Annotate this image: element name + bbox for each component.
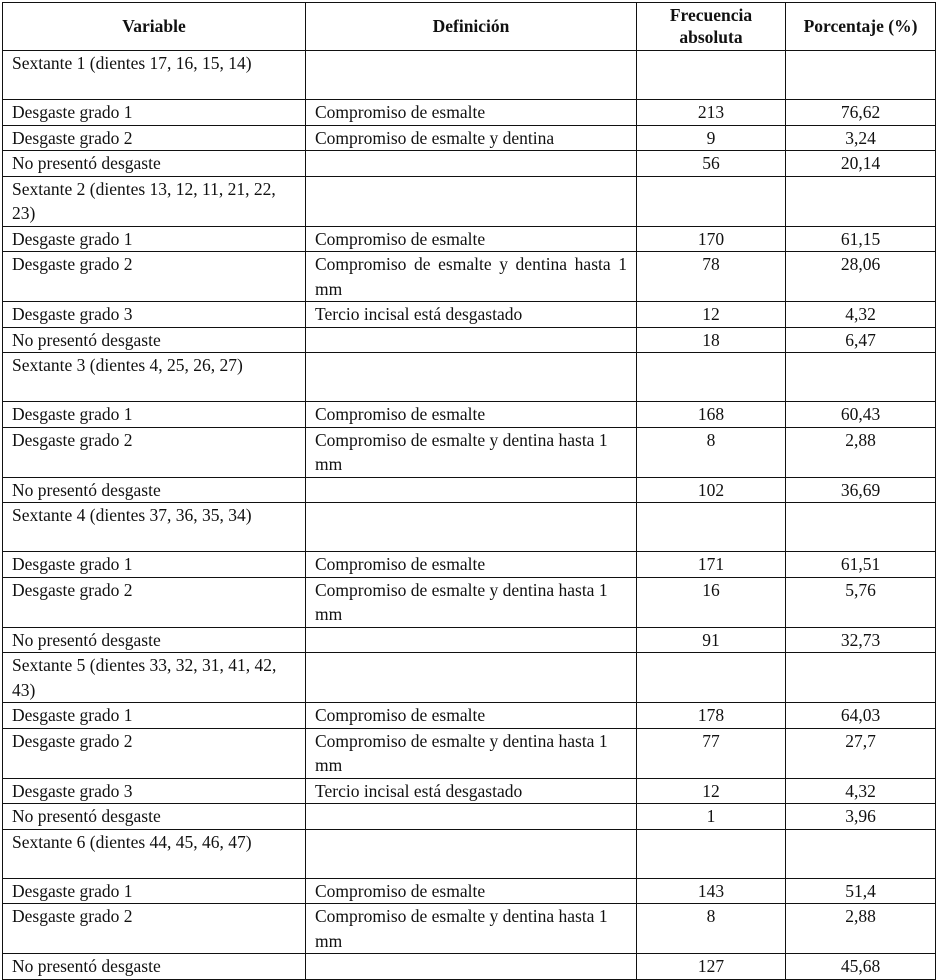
cell-porcentaje: 4,32 xyxy=(786,778,936,804)
cell-frecuencia: 18 xyxy=(637,327,786,353)
cell-porcentaje: 3,24 xyxy=(786,125,936,151)
cell-porcentaje: 27,7 xyxy=(786,728,936,778)
cell-frecuencia: 12 xyxy=(637,302,786,328)
sextant-label: Sextante 5 (dientes 33, 32, 31, 41, 42, 43) xyxy=(3,653,306,703)
cell-definicion xyxy=(306,327,637,353)
header-row xyxy=(3,3,936,51)
cell-definicion: Compromiso de esmalte xyxy=(306,552,637,578)
cell-variable: Desgaste grado 1 xyxy=(3,100,306,126)
cell-definicion: Compromiso de esmalte y dentina hasta 1 mm xyxy=(306,904,637,954)
cell-frecuencia: 56 xyxy=(637,151,786,177)
sextant-row xyxy=(3,51,936,100)
cell-frecuencia: 171 xyxy=(637,552,786,578)
cell-porcentaje: 61,51 xyxy=(786,552,936,578)
cell-definicion: Compromiso de esmalte xyxy=(306,703,637,729)
wear-by-sextant-table xyxy=(2,2,936,980)
table-row xyxy=(3,878,936,904)
sextant-label: Sextante 3 (dientes 4, 25, 26, 27) xyxy=(3,353,306,402)
cell-porcentaje: 2,88 xyxy=(786,427,936,477)
table-row xyxy=(3,627,936,653)
table-row xyxy=(3,302,936,328)
cell-porcentaje: 64,03 xyxy=(786,703,936,729)
cell-variable: No presentó desgaste xyxy=(3,627,306,653)
cell-variable: No presentó desgaste xyxy=(3,804,306,830)
cell-definicion xyxy=(306,954,637,980)
cell-variable: Desgaste grado 2 xyxy=(3,252,306,302)
cell-definicion: Compromiso de esmalte y dentina xyxy=(306,125,637,151)
table-row xyxy=(3,327,936,353)
cell-frecuencia: 170 xyxy=(637,226,786,252)
cell-definicion: Compromiso de esmalte xyxy=(306,226,637,252)
cell-variable: Desgaste grado 1 xyxy=(3,703,306,729)
cell-porcentaje: 4,32 xyxy=(786,302,936,328)
table-row xyxy=(3,904,936,954)
cell-porcentaje: 2,88 xyxy=(786,904,936,954)
header-frecuencia: Frecuencia absoluta xyxy=(637,3,786,51)
cell-variable: Desgaste grado 1 xyxy=(3,878,306,904)
table-row xyxy=(3,427,936,477)
header-variable: Variable xyxy=(3,3,306,51)
cell-frecuencia: 8 xyxy=(637,904,786,954)
cell-variable: No presentó desgaste xyxy=(3,954,306,980)
cell-porcentaje: 36,69 xyxy=(786,477,936,503)
sextant-row xyxy=(3,653,936,703)
cell-frecuencia: 8 xyxy=(637,427,786,477)
table-row xyxy=(3,778,936,804)
cell-frecuencia: 77 xyxy=(637,728,786,778)
cell-frecuencia: 78 xyxy=(637,252,786,302)
table-row xyxy=(3,125,936,151)
table-row xyxy=(3,151,936,177)
cell-porcentaje: 60,43 xyxy=(786,402,936,428)
cell-frecuencia: 127 xyxy=(637,954,786,980)
cell-definicion: Compromiso de esmalte xyxy=(306,402,637,428)
table-row xyxy=(3,402,936,428)
sextant-row xyxy=(3,829,936,878)
cell-frecuencia: 178 xyxy=(637,703,786,729)
cell-porcentaje: 76,62 xyxy=(786,100,936,126)
cell-definicion xyxy=(306,804,637,830)
cell-variable: Desgaste grado 3 xyxy=(3,302,306,328)
cell-definicion: Tercio incisal está desgastado xyxy=(306,778,637,804)
cell-variable: No presentó desgaste xyxy=(3,151,306,177)
cell-frecuencia: 16 xyxy=(637,577,786,627)
cell-variable: Desgaste grado 2 xyxy=(3,577,306,627)
cell-frecuencia: 102 xyxy=(637,477,786,503)
sextant-label: Sextante 2 (dientes 13, 12, 11, 21, 22, 23) xyxy=(3,176,306,226)
cell-porcentaje: 45,68 xyxy=(786,954,936,980)
cell-definicion: Compromiso de esmalte y dentina hasta 1 mm xyxy=(306,728,637,778)
cell-porcentaje: 3,96 xyxy=(786,804,936,830)
sextant-label: Sextante 6 (dientes 44, 45, 46, 47) xyxy=(3,829,306,878)
cell-porcentaje: 5,76 xyxy=(786,577,936,627)
cell-frecuencia: 168 xyxy=(637,402,786,428)
cell-porcentaje: 20,14 xyxy=(786,151,936,177)
table-row xyxy=(3,100,936,126)
cell-porcentaje: 28,06 xyxy=(786,252,936,302)
cell-variable: Desgaste grado 1 xyxy=(3,552,306,578)
cell-definicion xyxy=(306,151,637,177)
cell-variable: Desgaste grado 2 xyxy=(3,427,306,477)
cell-variable: Desgaste grado 2 xyxy=(3,904,306,954)
header-porcentaje: Porcentaje (%) xyxy=(786,3,936,51)
table-row xyxy=(3,577,936,627)
cell-definicion xyxy=(306,477,637,503)
cell-definicion: Compromiso de esmalte y dentina hasta 1 mm xyxy=(306,252,637,302)
table-row xyxy=(3,954,936,980)
cell-variable: Desgaste grado 3 xyxy=(3,778,306,804)
sextant-label: Sextante 4 (dientes 37, 36, 35, 34) xyxy=(3,503,306,552)
cell-porcentaje: 32,73 xyxy=(786,627,936,653)
cell-frecuencia: 143 xyxy=(637,878,786,904)
sextant-row xyxy=(3,176,936,226)
sextant-label: Sextante 1 (dientes 17, 16, 15, 14) xyxy=(3,51,306,100)
table-row xyxy=(3,804,936,830)
table-row xyxy=(3,552,936,578)
cell-porcentaje: 51,4 xyxy=(786,878,936,904)
table-row xyxy=(3,226,936,252)
table-row xyxy=(3,477,936,503)
cell-frecuencia: 12 xyxy=(637,778,786,804)
cell-frecuencia: 1 xyxy=(637,804,786,830)
table-row xyxy=(3,703,936,729)
cell-definicion xyxy=(306,627,637,653)
cell-definicion: Compromiso de esmalte xyxy=(306,100,637,126)
table-row xyxy=(3,252,936,302)
cell-variable: Desgaste grado 2 xyxy=(3,125,306,151)
cell-definicion: Compromiso de esmalte y dentina hasta 1 mm xyxy=(306,577,637,627)
cell-variable: Desgaste grado 1 xyxy=(3,402,306,428)
sextant-row xyxy=(3,503,936,552)
cell-definicion: Compromiso de esmalte xyxy=(306,878,637,904)
cell-frecuencia: 91 xyxy=(637,627,786,653)
cell-frecuencia: 213 xyxy=(637,100,786,126)
cell-variable: No presentó desgaste xyxy=(3,477,306,503)
header-definicion: Definición xyxy=(306,3,637,51)
cell-definicion: Tercio incisal está desgastado xyxy=(306,302,637,328)
sextant-row xyxy=(3,353,936,402)
cell-frecuencia: 9 xyxy=(637,125,786,151)
cell-definicion: Compromiso de esmalte y dentina hasta 1 mm xyxy=(306,427,637,477)
table-row xyxy=(3,728,936,778)
cell-porcentaje: 6,47 xyxy=(786,327,936,353)
cell-porcentaje: 61,15 xyxy=(786,226,936,252)
cell-variable: Desgaste grado 2 xyxy=(3,728,306,778)
cell-variable: Desgaste grado 1 xyxy=(3,226,306,252)
cell-variable: No presentó desgaste xyxy=(3,327,306,353)
